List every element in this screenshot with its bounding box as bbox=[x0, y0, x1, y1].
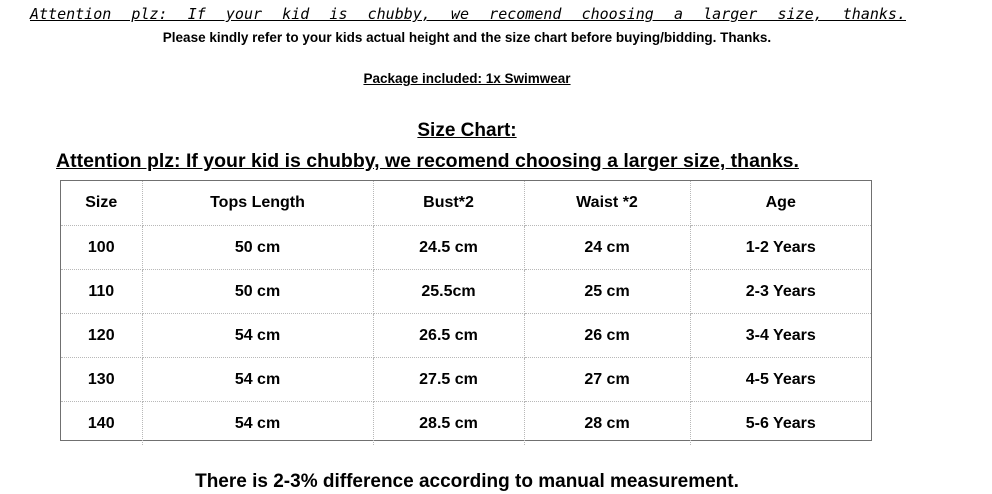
cell-tops-length: 50 cm bbox=[142, 270, 373, 314]
table-row bbox=[61, 314, 871, 358]
measurement-note: There is 2-3% difference according to manual measurement. bbox=[195, 471, 739, 492]
cell-age: 1-2 Years bbox=[690, 226, 871, 270]
cell-bust: 26.5 cm bbox=[373, 314, 524, 358]
cell-waist: 25 cm bbox=[524, 270, 690, 314]
cell-size: 130 bbox=[61, 358, 142, 402]
cell-bust: 27.5 cm bbox=[373, 358, 524, 402]
cell-age: 4-5 Years bbox=[690, 358, 871, 402]
table-row bbox=[61, 402, 871, 446]
cell-bust: 25.5cm bbox=[373, 270, 524, 314]
cell-waist: 26 cm bbox=[524, 314, 690, 358]
cell-age: 2-3 Years bbox=[690, 270, 871, 314]
size-chart-title: Size Chart: bbox=[417, 120, 517, 141]
table-row bbox=[61, 358, 871, 402]
cell-bust: 28.5 cm bbox=[373, 402, 524, 446]
header-bust: Bust*2 bbox=[373, 181, 524, 226]
cell-age: 5-6 Years bbox=[745, 414, 816, 432]
cell-bust: 24.5 cm bbox=[373, 226, 524, 270]
cell-waist: 28 cm bbox=[524, 402, 690, 446]
attention-notice-top: Attention plz: If your kid is chubby, we recomend choosing a larger size, thanks. bbox=[30, 5, 906, 23]
table-header-row bbox=[61, 181, 871, 226]
header-tops-length: Tops Length bbox=[142, 181, 373, 226]
table-row bbox=[61, 270, 871, 314]
cell-tops-length: 54 cm bbox=[142, 314, 373, 358]
header-age: Age bbox=[690, 181, 871, 226]
package-included: Package included: 1x Swimwear bbox=[363, 71, 571, 86]
cell-size: 110 bbox=[61, 270, 142, 314]
cell-tops-length: 54 cm bbox=[142, 402, 373, 446]
cell-tops-length: 50 cm bbox=[142, 226, 373, 270]
header-waist: Waist *2 bbox=[524, 181, 690, 226]
cell-age: 3-4 Years bbox=[690, 314, 871, 358]
attention-notice-chart: Attention plz: If your kid is chubby, we recomend choosing a larger size, thanks. bbox=[56, 150, 799, 172]
size-chart-table bbox=[60, 180, 872, 441]
cell-size: 100 bbox=[61, 226, 142, 270]
cell-waist: 27 cm bbox=[524, 358, 690, 402]
cell-waist: 24 cm bbox=[524, 226, 690, 270]
refer-notice: Please kindly refer to your kids actual height and the size chart before buying/bidding. Thanks. bbox=[162, 30, 772, 45]
header-size: Size bbox=[61, 181, 142, 226]
cell-size: 140 bbox=[61, 402, 142, 446]
table-row bbox=[61, 226, 871, 270]
cell-size: 120 bbox=[61, 314, 142, 358]
cell-tops-length: 54 cm bbox=[142, 358, 373, 402]
